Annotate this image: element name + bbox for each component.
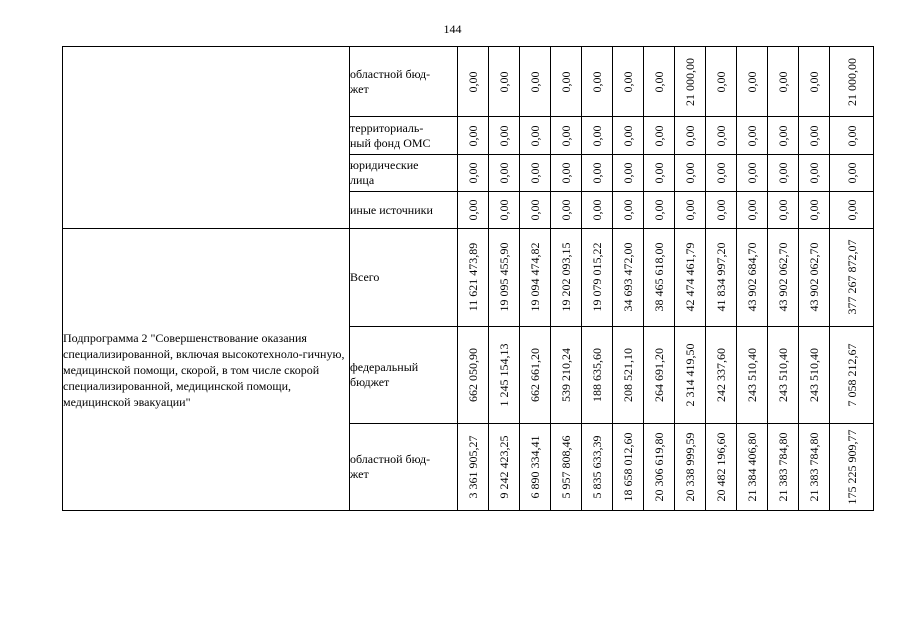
value-cell: [737, 192, 768, 229]
value-cell: [582, 192, 613, 229]
value-cell: [768, 423, 799, 510]
value-text: 0,00: [497, 125, 511, 147]
value-text: 264 691,20: [652, 347, 666, 402]
value-cell: [520, 192, 551, 229]
value-cell: [613, 326, 644, 423]
value-text: 0,00: [776, 71, 790, 93]
value-cell: [582, 117, 613, 155]
budget-table: [62, 46, 874, 511]
value-text: 0,00: [714, 71, 728, 93]
value-cell: [551, 229, 582, 326]
value-text: 0,00: [683, 125, 697, 147]
value-cell: [644, 192, 675, 229]
value-text: 21 384 406,80: [745, 432, 759, 502]
value-cell: [458, 155, 489, 192]
value-text: 21 000,00: [844, 57, 859, 106]
value-cell: [582, 155, 613, 192]
value-cell: [489, 117, 520, 155]
value-text: 0,00: [621, 199, 635, 221]
value-cell: [675, 155, 706, 192]
value-cell: [830, 117, 874, 155]
value-cell: [768, 326, 799, 423]
value-cell: [830, 155, 874, 192]
value-cell: [520, 47, 551, 117]
value-text: 41 834 997,20: [714, 242, 728, 312]
value-cell: [675, 117, 706, 155]
value-text: 0,00: [683, 199, 697, 221]
value-text: 0,00: [466, 125, 480, 147]
value-text: 0,00: [745, 71, 759, 93]
value-text: 208 521,10: [621, 347, 635, 402]
value-text: 0,00: [559, 125, 573, 147]
value-cell: [830, 47, 874, 117]
value-cell: [799, 326, 830, 423]
value-text: 0,00: [528, 162, 542, 184]
value-text: 0,00: [528, 125, 542, 147]
value-cell: [675, 229, 706, 326]
value-text: 0,00: [590, 71, 604, 93]
value-text: 5 957 808,46: [559, 435, 573, 499]
value-cell: [551, 155, 582, 192]
value-text: 21 000,00: [683, 57, 697, 106]
value-text: 21 383 784,80: [807, 432, 821, 502]
value-text: 0,00: [652, 199, 666, 221]
value-cell: [706, 229, 737, 326]
value-cell: [551, 47, 582, 117]
value-cell: [520, 326, 551, 423]
funding-source: территориаль- ный фонд ОМС: [350, 117, 458, 155]
value-cell: [644, 117, 675, 155]
value-text: 0,00: [497, 199, 511, 221]
value-text: 0,00: [590, 125, 604, 147]
value-cell: [613, 423, 644, 510]
funding-source: федеральный бюджет: [350, 326, 458, 423]
value-text: 0,00: [807, 199, 821, 221]
value-cell: [458, 192, 489, 229]
value-cell: [799, 155, 830, 192]
value-text: 0,00: [745, 162, 759, 184]
value-cell: [520, 229, 551, 326]
value-text: 243 510,40: [745, 347, 759, 402]
value-text: 0,00: [528, 199, 542, 221]
value-text: 19 202 093,15: [559, 242, 573, 312]
value-cell: [520, 117, 551, 155]
value-text: 662 661,20: [528, 347, 542, 402]
value-text: 2 314 419,50: [683, 343, 697, 407]
value-cell: [582, 326, 613, 423]
value-cell: [613, 192, 644, 229]
value-cell: [768, 155, 799, 192]
value-cell: [613, 117, 644, 155]
value-cell: [582, 47, 613, 117]
value-text: 0,00: [745, 125, 759, 147]
value-text: 43 902 062,70: [776, 242, 790, 312]
value-text: 43 902 684,70: [745, 242, 759, 312]
value-cell: [706, 326, 737, 423]
value-text: 1 245 154,13: [497, 343, 511, 407]
value-cell: [458, 229, 489, 326]
value-text: 38 465 618,00: [652, 242, 666, 312]
value-cell: [799, 117, 830, 155]
value-text: 0,00: [776, 162, 790, 184]
value-text: 0,00: [559, 71, 573, 93]
value-text: 19 095 455,90: [497, 242, 511, 312]
value-cell: [613, 155, 644, 192]
value-text: 0,00: [745, 199, 759, 221]
value-cell: [799, 229, 830, 326]
value-text: 0,00: [497, 162, 511, 184]
value-text: 5 835 633,39: [590, 435, 604, 499]
value-text: 0,00: [621, 125, 635, 147]
value-cell: [737, 117, 768, 155]
value-text: 0,00: [714, 199, 728, 221]
value-text: 20 482 196,60: [714, 432, 728, 502]
value-text: 19 079 015,22: [590, 242, 604, 312]
value-cell: [551, 117, 582, 155]
value-text: 0,00: [590, 199, 604, 221]
value-text: 0,00: [621, 162, 635, 184]
value-cell: [458, 47, 489, 117]
value-text: 377 267 872,07: [844, 239, 859, 315]
value-cell: [551, 326, 582, 423]
value-cell: [830, 192, 874, 229]
value-text: 0,00: [714, 125, 728, 147]
funding-source: иные источники: [350, 192, 458, 229]
value-text: 43 902 062,70: [807, 242, 821, 312]
value-cell: [489, 229, 520, 326]
value-text: 175 225 909,77: [844, 429, 859, 505]
value-text: 0,00: [844, 199, 859, 221]
value-cell: [644, 155, 675, 192]
funding-source: юридические лица: [350, 155, 458, 192]
value-cell: [520, 155, 551, 192]
value-cell: [737, 47, 768, 117]
value-text: 0,00: [652, 162, 666, 184]
value-cell: [830, 229, 874, 326]
value-text: 20 338 999,59: [683, 432, 697, 502]
value-text: 18 658 012,60: [621, 432, 635, 502]
value-text: 6 890 334,41: [528, 435, 542, 499]
value-text: 0,00: [844, 162, 859, 184]
page-number: 144: [443, 22, 462, 36]
value-cell: [613, 229, 644, 326]
value-cell: [582, 423, 613, 510]
value-cell: [551, 192, 582, 229]
value-cell: [520, 423, 551, 510]
value-text: 662 050,90: [466, 347, 480, 402]
value-text: 539 210,24: [559, 347, 573, 402]
value-text: 0,00: [528, 71, 542, 93]
value-cell: [489, 423, 520, 510]
value-text: 242 337,60: [714, 347, 728, 402]
value-text: 0,00: [807, 71, 821, 93]
value-cell: [675, 423, 706, 510]
value-cell: [737, 155, 768, 192]
value-cell: [768, 192, 799, 229]
value-text: 20 306 619,80: [652, 432, 666, 502]
value-cell: [489, 192, 520, 229]
value-cell: [737, 229, 768, 326]
value-text: 0,00: [559, 162, 573, 184]
value-cell: [768, 229, 799, 326]
value-cell: [644, 423, 675, 510]
value-cell: [675, 47, 706, 117]
value-cell: [799, 47, 830, 117]
value-cell: [737, 326, 768, 423]
value-cell: [582, 229, 613, 326]
value-cell: [706, 155, 737, 192]
value-text: 0,00: [807, 125, 821, 147]
value-cell: [644, 326, 675, 423]
value-text: 19 094 474,82: [528, 242, 542, 312]
value-text: 0,00: [466, 199, 480, 221]
value-text: 0,00: [590, 162, 604, 184]
value-text: 0,00: [776, 125, 790, 147]
value-cell: [458, 423, 489, 510]
value-cell: [706, 423, 737, 510]
value-cell: [489, 47, 520, 117]
table-row: [63, 47, 874, 117]
value-text: 7 058 212,67: [844, 343, 859, 407]
value-text: 0,00: [776, 199, 790, 221]
value-cell: [768, 117, 799, 155]
funding-source: Всего: [350, 229, 458, 326]
value-text: 0,00: [714, 162, 728, 184]
funding-source: областной бюд- жет: [350, 423, 458, 510]
value-text: 243 510,40: [776, 347, 790, 402]
value-cell: [613, 47, 644, 117]
value-text: 21 383 784,80: [776, 432, 790, 502]
value-text: 0,00: [652, 71, 666, 93]
value-cell: [799, 423, 830, 510]
value-cell: [489, 326, 520, 423]
value-cell: [489, 155, 520, 192]
value-cell: [706, 47, 737, 117]
value-text: 0,00: [652, 125, 666, 147]
value-cell: [644, 47, 675, 117]
value-cell: [675, 326, 706, 423]
value-text: 0,00: [844, 125, 859, 147]
value-cell: [551, 423, 582, 510]
value-text: 9 242 423,25: [497, 435, 511, 499]
value-text: 188 635,60: [590, 347, 604, 402]
value-text: 42 474 461,79: [683, 242, 697, 312]
value-text: 11 621 473,89: [466, 243, 480, 312]
value-text: 0,00: [807, 162, 821, 184]
value-cell: [458, 326, 489, 423]
value-cell: [675, 192, 706, 229]
value-text: 0,00: [466, 162, 480, 184]
value-cell: [799, 192, 830, 229]
value-text: 34 693 472,00: [621, 242, 635, 312]
value-text: 0,00: [683, 162, 697, 184]
value-cell: [644, 229, 675, 326]
value-text: 0,00: [559, 199, 573, 221]
value-text: 3 361 905,27: [466, 435, 480, 499]
table-row: [63, 229, 874, 326]
value-cell: [768, 47, 799, 117]
value-cell: [737, 423, 768, 510]
value-text: 0,00: [466, 71, 480, 93]
program-cell: [63, 229, 350, 511]
value-text: 0,00: [621, 71, 635, 93]
value-cell: [830, 326, 874, 423]
program-name: Подпрограмма 2 "Совершенствование оказания специализированной, включая высокотехноло-гичную, медицинской помощи, скорой, в том числе скорой специализированной, медицинской помощи, медицинской эвакуации": [63, 330, 345, 409]
program-cell: [63, 47, 350, 229]
value-cell: [706, 192, 737, 229]
value-text: 0,00: [497, 71, 511, 93]
value-cell: [830, 423, 874, 510]
value-text: 243 510,40: [807, 347, 821, 402]
value-cell: [706, 117, 737, 155]
value-cell: [458, 117, 489, 155]
funding-source: областной бюд- жет: [350, 47, 458, 117]
